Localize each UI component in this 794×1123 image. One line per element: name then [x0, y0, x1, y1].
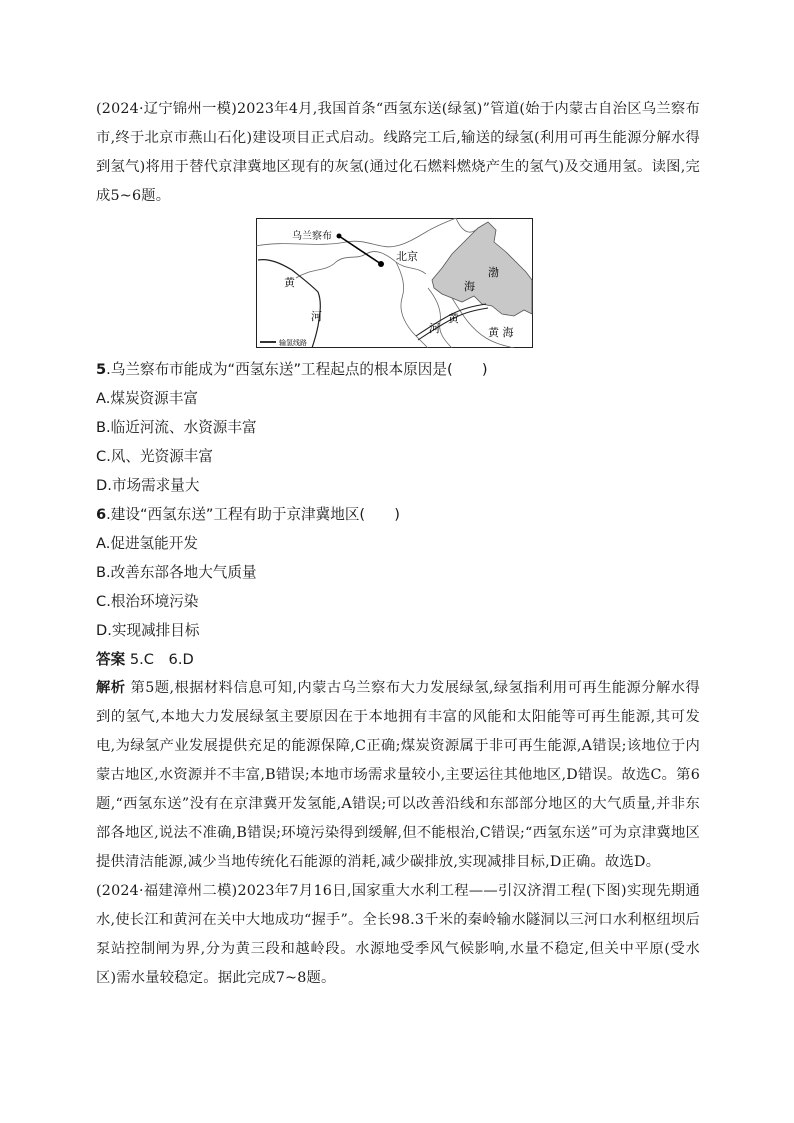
- answer-line: [96, 649, 194, 671]
- q6-option-a: A.促进氢能开发: [96, 535, 198, 552]
- question-5-text: .乌兰察布市能成为“西氢东送”工程起点的根本原因是( ): [106, 361, 488, 378]
- q5-option-d: D.市场需求量大: [96, 477, 200, 494]
- river-label-he: 河: [311, 310, 322, 323]
- legend-label: 输氢线路: [279, 339, 307, 347]
- question-6-stem: [96, 504, 400, 526]
- sea-label-hai: 海: [464, 280, 475, 293]
- analysis-text: 第5题,根据材料信息可知,内蒙古乌兰察布大力发展绿氢,绿氢指利用可再生能源分解水得到的氢气,本地大力发展绿氢主要原因在于本地拥有丰富的风能和太阳能等可再生能源,其可发电,为绿氢产业发展提供充足的能源保障,C正确;煤炭资源属于非可再生能源,A错误;该地位于内蒙古地区,水资源并不丰富,B错误;本地市场需求量较小,主要运往其他地区,D错误。故选C。第6题,“西氢东送”没有在京津冀开发氢能,A错误;可以改善沿线和东部部分地区的大气质量,并非东部各地区,说法不准确,B错误;环境污染得到缓解,但不能根治,C错误;“西氢东送”可为京津冀地区提供清洁能源,减少当地传统化石能源的消耗,减少碳排放,实现减排目标,D正确。故选D。: [96, 680, 701, 870]
- city-label-beijing: 北京: [396, 250, 418, 263]
- q6-option-b: B.改善东部各地大气质量: [96, 564, 257, 581]
- river-label-huang-lower: 黄: [448, 312, 459, 325]
- question-6-text: .建设“西氢东送”工程有助于京津冀地区( ): [106, 506, 400, 523]
- map-figure: [256, 218, 533, 348]
- q6-option-c: C.根治环境污染: [96, 593, 199, 610]
- q5-option-b: B.临近河流、水资源丰富: [96, 419, 257, 436]
- answer-label: 答案: [96, 651, 126, 668]
- q5-option-a: A.煤炭资源丰富: [96, 390, 198, 407]
- question-6-number: 6: [96, 506, 107, 523]
- answer-text: 5.C 6.D: [129, 651, 194, 668]
- hydrogen-pipeline-map: [256, 218, 533, 348]
- q6-option-d: D.实现减排目标: [96, 622, 200, 639]
- intro-paragraph-2: (2024·福建漳州二模)2023年7月16日,国家重大水利工程——引汉济渭工程(下图)实现先期通水,使长江和黄河在关中大地成功“握手”。全长98.3千米的秦岭输水隧洞以三河口水利枢纽坝后泵站控制闸为界,分为黄三段和越岭段。水源地受季风气候影响,水量不稳定,但关中平原(受水区)需水量较稳定。据此完成7~8题。: [96, 883, 700, 986]
- river-label-he-lower: 河: [429, 322, 440, 335]
- city-label-wulanchabu: 乌兰察布: [292, 231, 332, 242]
- sea-label-bo: 渤: [488, 266, 499, 279]
- question-5-stem: [96, 359, 488, 381]
- analysis-label: 解析: [96, 680, 126, 696]
- beijing-star-icon: [378, 261, 384, 267]
- intro-paragraph-1: (2024·辽宁锦州一模)2023年4月,我国首条“西氢东送(绿氢)”管道(始于内蒙古自治区乌兰察布市,终于北京市燕山石化)建设项目正式启动。线路完工后,输送的绿氢(利用可再生能源分解水得到氢气)将用于替代京津冀地区现有的灰氢(通过化石燃料燃烧产生的氢气)及交通用氢。读图,完成5~6题。: [96, 101, 700, 204]
- question-5-number: 5: [96, 361, 107, 378]
- analysis-paragraph: [96, 674, 700, 877]
- q5-option-c: C.风、光资源丰富: [96, 448, 213, 465]
- wulanchabu-point: [337, 234, 342, 239]
- river-label-huang: 黄: [284, 276, 295, 289]
- sea-label-huanghai: 黄 海: [488, 326, 514, 339]
